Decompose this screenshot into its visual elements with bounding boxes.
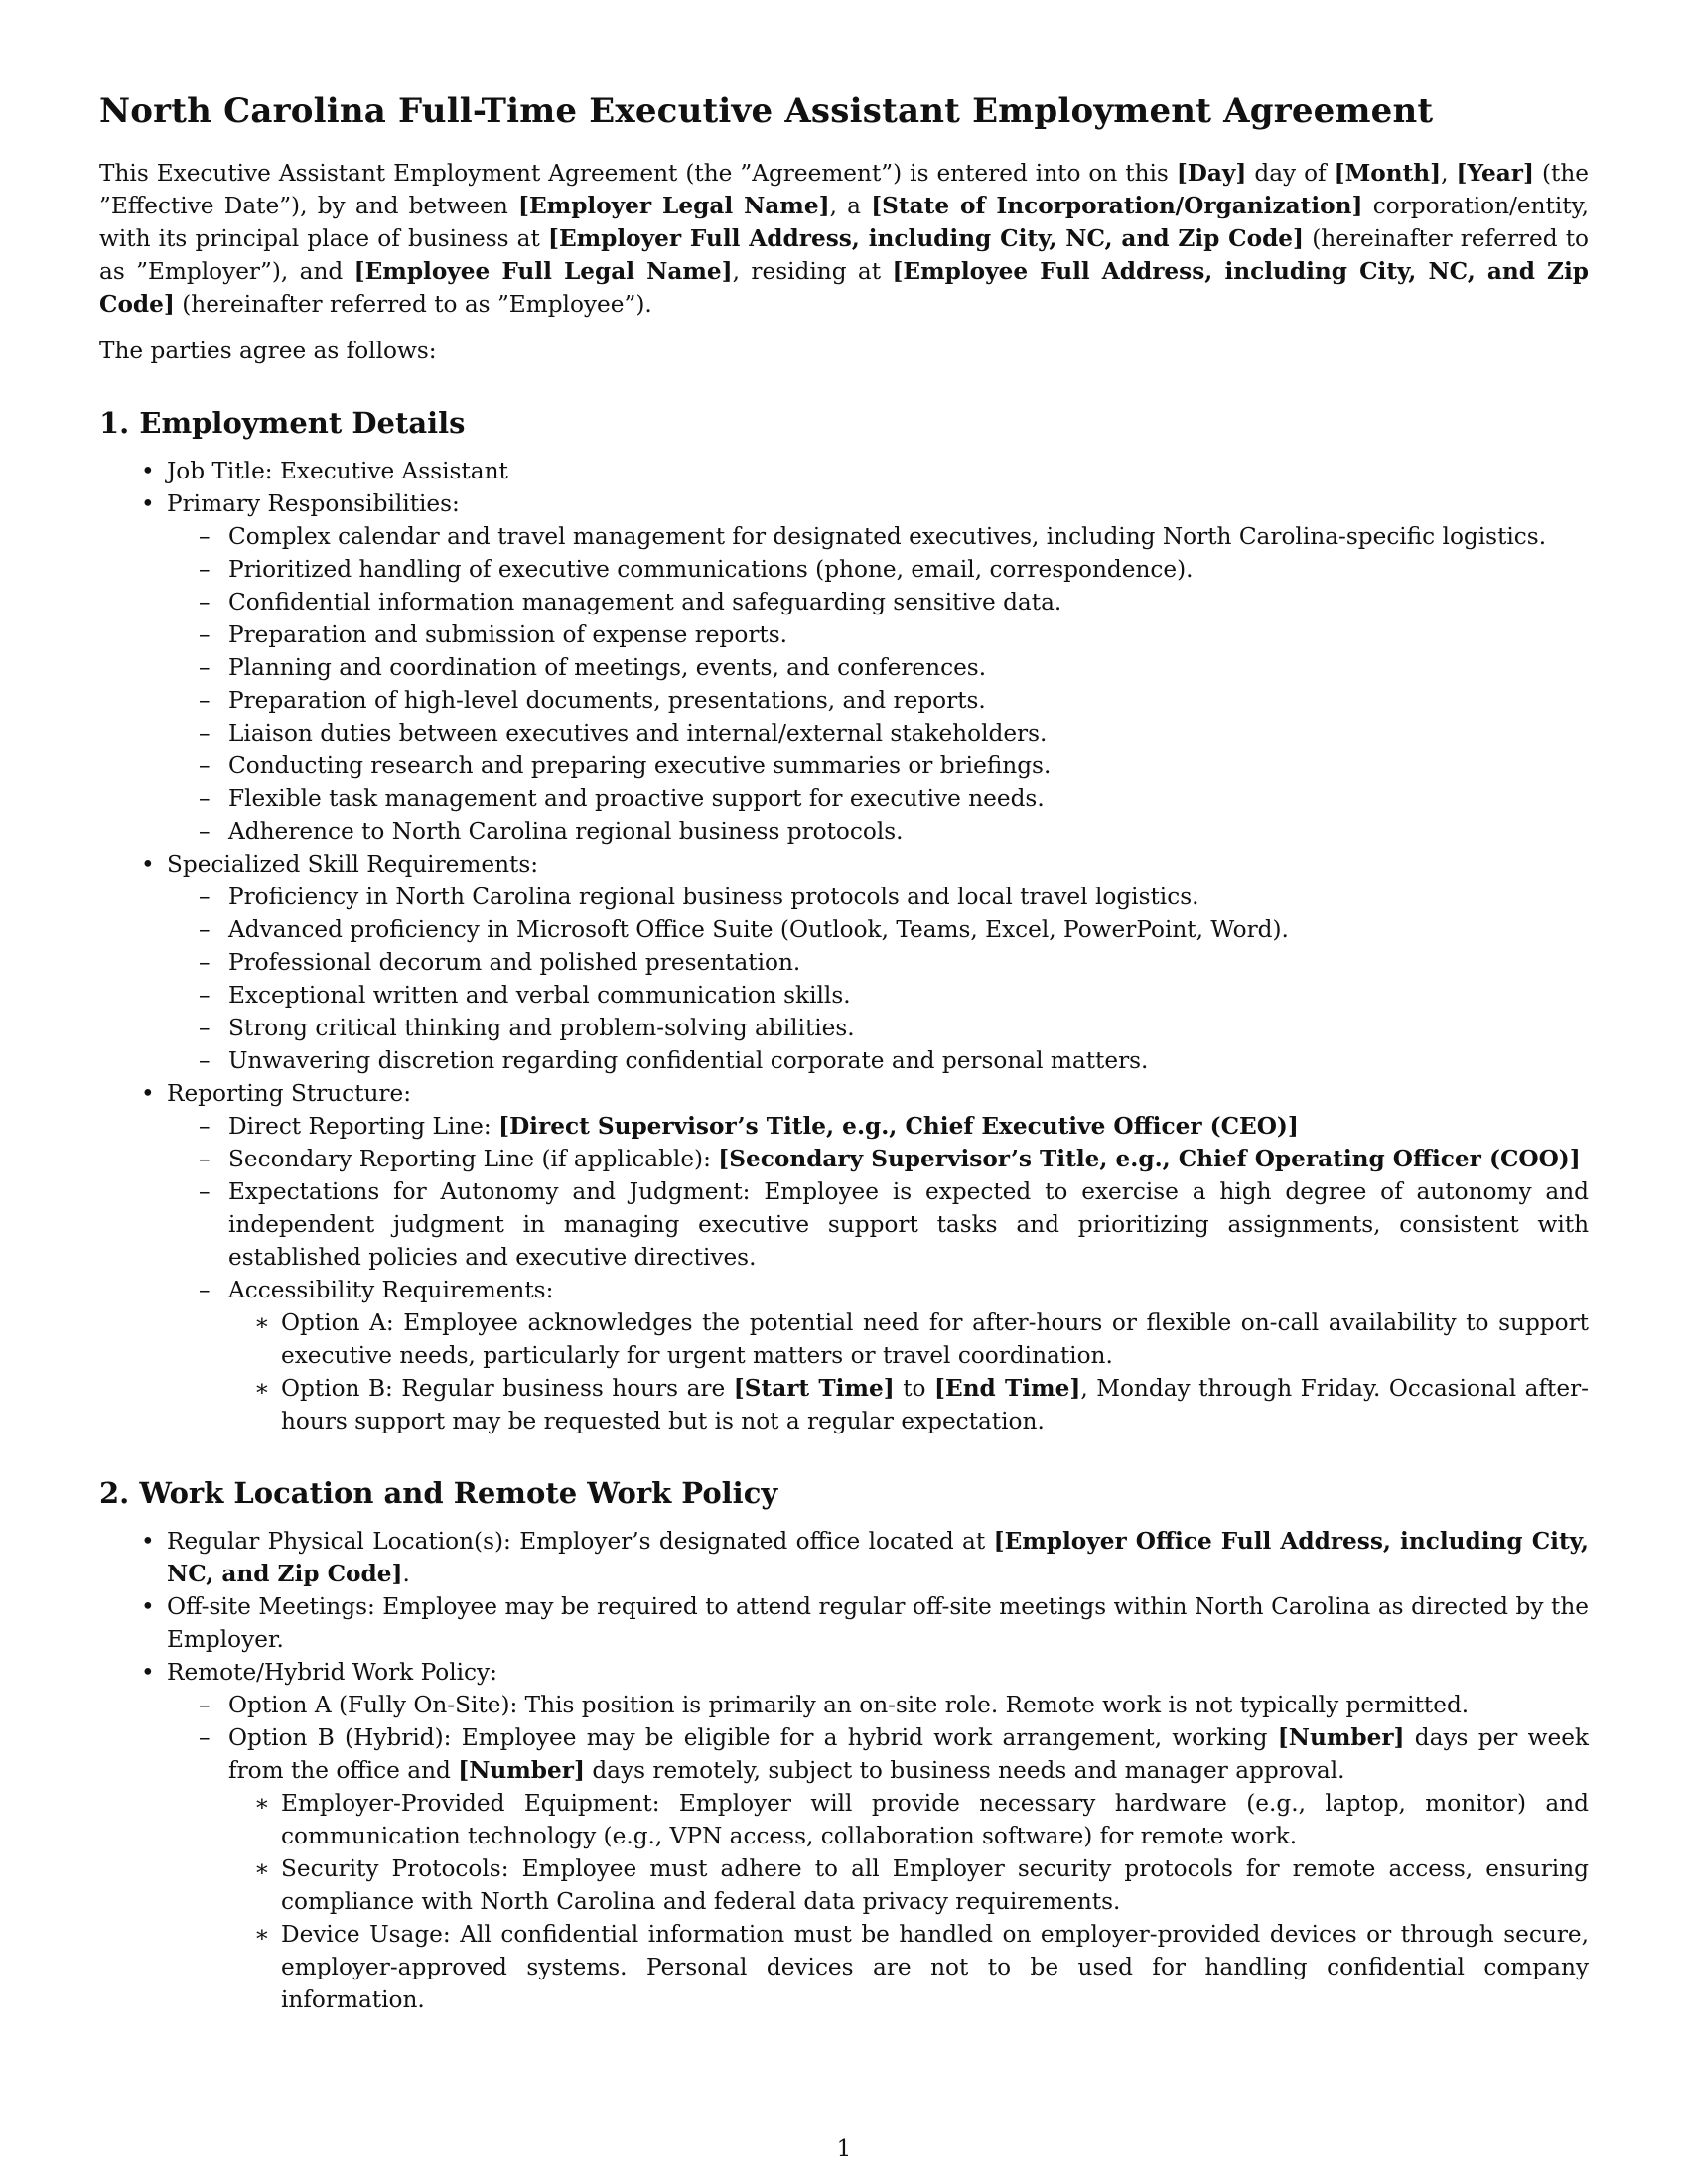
option-b-item: ∗ Option B: Regular business hours are [Start Time] to [End Time], Monday through Friday. Occasional after-hours support may be requested but is not a regular expectation.: [228, 1372, 1589, 1437]
accessibility-options-list: [228, 1306, 1589, 1437]
list-item: – Flexible task management and proactive support for executive needs.: [167, 782, 1589, 815]
section-1-heading: 1. Employment Details: [99, 406, 466, 440]
intro-text: ,: [1441, 160, 1457, 187]
remote-policy-list: [167, 1689, 1589, 2016]
state-placeholder: [State of Incorporation/Organization]: [871, 193, 1363, 219]
direct-supervisor-placeholder: [Direct Supervisor’s Title, e.g., Chief Executive Officer (CEO)]: [498, 1113, 1299, 1140]
onsite-option-item: – Option A (Fully On-Site): This position is primarily an on-site role. Remote work is not typically permitted.: [167, 1689, 1589, 1721]
list-item: – Planning and coordination of meetings, events, and conferences.: [167, 651, 1589, 684]
employee-address-placeholder: [Employee Full Address, including City, NC, and Zip Code]: [99, 258, 1589, 318]
accessibility-label: Accessibility Requirements:: [228, 1277, 554, 1303]
autonomy-item: – Expectations for Autonomy and Judgment: Employee is expected to exercise a high degree of autonomy and independent judgment in managing executive support tasks and prioritizing assignments, consistent with established policies and executive directives.: [167, 1175, 1589, 1274]
physical-location-item: • Regular Physical Location(s): Employer’s designated office located at [Employer Office Full Address, including City, NC, and Zip Code].: [99, 1525, 1589, 1590]
intro-text: , a: [829, 193, 872, 219]
list-item: – Preparation and submission of expense reports.: [167, 618, 1589, 651]
primary-responsibilities-list: [167, 520, 1589, 848]
intro-text: corporation/entity, with its principal place of business at: [99, 193, 1589, 252]
security-item: ∗ Security Protocols: Employee must adhere to all Employer security protocols for remote access, ensuring compliance with North Carolina and federal data privacy requirements.: [228, 1852, 1589, 1918]
list-item: – Complex calendar and travel management for designated executives, including North Carolina-specific logistics.: [167, 520, 1589, 553]
employer-name-placeholder: [Employer Legal Name]: [518, 193, 830, 219]
remote-policy-label: Remote/Hybrid Work Policy:: [167, 1659, 497, 1686]
intro-text: (hereinafter referred to as ”Employer”), and: [99, 225, 1590, 285]
list-item: – Strong critical thinking and problem-solving abilities.: [167, 1012, 1589, 1044]
intro-text: This Executive Assistant Employment Agreement (the ”Agreement”) is entered into on this: [99, 160, 1177, 187]
day-placeholder: [Day]: [1176, 160, 1247, 187]
list-item: – Professional decorum and polished presentation.: [167, 946, 1589, 979]
accessibility-item: [167, 1274, 1589, 1437]
equipment-item: ∗ Employer-Provided Equipment: Employer will provide necessary hardware (e.g., laptop, monitor) and communication technology (e.g., VPN access, collaboration software) for remote work.: [228, 1787, 1589, 1852]
office-days-placeholder: [Number]: [1277, 1724, 1405, 1751]
reporting-structure-label: Reporting Structure:: [167, 1080, 412, 1107]
skills-label: Specialized Skill Requirements:: [167, 851, 539, 878]
list-item: – Conducting research and preparing executive summaries or briefings.: [167, 750, 1589, 782]
list-item: – Confidential information management and safeguarding sensitive data.: [167, 586, 1589, 618]
work-location-list: [99, 1525, 1589, 2016]
list-item: – Unwavering discretion regarding confidential corporate and personal matters.: [167, 1044, 1589, 1077]
office-address-placeholder: [Employer Office Full Address, including City, NC, and Zip Code]: [167, 1528, 1589, 1587]
hybrid-details-list: [228, 1787, 1589, 2016]
remote-days-placeholder: [Number]: [458, 1757, 585, 1784]
employer-address-placeholder: [Employer Full Address, including City, NC, and Zip Code]: [547, 225, 1305, 252]
skills-list: [167, 881, 1589, 1077]
hybrid-option-item: – Option B (Hybrid): Employee may be eligible for a hybrid work arrangement, working [Number] days per week from the office and [Number] days remotely, subject to business needs and manager approval. ∗ Employer-Provided Equipment: Employer will provide necessary hardware (e.g., laptop, monitor) and communication technology (e.g., VPN access, collaboration software) for remote work. ∗ Security Protocols: Employee must adhere to all Employer security protocols for remote access, ensuring compliance with North Carolina and federal data privacy requirements. ∗ Device Usage: All confidential information must be handled on employer-provided devices or through secure, employer-approved systems. Personal devices are not to be used for handling confidential company information.: [167, 1721, 1589, 2016]
secondary-reporting-item: – Secondary Reporting Line (if applicable): [Secondary Supervisor’s Title, e.g., Chief Operating Officer (COO)]: [167, 1143, 1589, 1175]
option-a-item: ∗ Option A: Employee acknowledges the potential need for after-hours or flexible on-call availability to support executive needs, particularly for urgent matters or travel coordination.: [228, 1306, 1589, 1372]
page-number: 1: [836, 2136, 852, 2162]
list-item: – Exceptional written and verbal communication skills.: [167, 979, 1589, 1012]
direct-reporting-item: – Direct Reporting Line: [Direct Supervisor’s Title, e.g., Chief Executive Officer (CEO)]: [167, 1110, 1589, 1143]
document-title: North Carolina Full-Time Executive Assistant Employment Agreement: [99, 91, 1434, 131]
document-page: [99, 87, 1589, 2016]
list-item: – Advanced proficiency in Microsoft Office Suite (Outlook, Teams, Excel, PowerPoint, Word).: [167, 913, 1589, 946]
primary-responsibilities-item: [99, 487, 1589, 848]
reporting-structure-item: [99, 1077, 1589, 1437]
intro-text: (the ”Effective Date”), by and between: [99, 160, 1589, 219]
intro-text: , residing at: [732, 258, 893, 285]
list-item: – Preparation of high-level documents, presentations, and reports.: [167, 684, 1589, 717]
month-placeholder: [Month]: [1334, 160, 1442, 187]
year-placeholder: [Year]: [1456, 160, 1534, 187]
offsite-meetings-item: • Off-site Meetings: Employee may be required to attend regular off-site meetings within North Carolina as directed by the Employer.: [99, 1590, 1589, 1656]
skills-item: [99, 848, 1589, 1077]
primary-responsibilities-label: Primary Responsibilities:: [167, 490, 460, 517]
intro-text: (hereinafter referred to as ”Employee”).: [174, 291, 652, 318]
remote-policy-item: [99, 1656, 1589, 2016]
intro-paragraph: [99, 157, 1589, 321]
list-item: – Adherence to North Carolina regional business protocols.: [167, 815, 1589, 848]
employee-name-placeholder: [Employee Full Legal Name]: [353, 258, 733, 285]
list-item: – Prioritized handling of executive communications (phone, email, correspondence).: [167, 553, 1589, 586]
secondary-supervisor-placeholder: [Secondary Supervisor’s Title, e.g., Chief Operating Officer (COO)]: [718, 1146, 1581, 1172]
intro-text: day of: [1246, 160, 1335, 187]
device-usage-item: ∗ Device Usage: All confidential information must be handled on employer-provided devices or through secure, employer-approved systems. Personal devices are not to be used for handling confidential company information.: [228, 1918, 1589, 2016]
agreement-statement: The parties agree as follows:: [99, 338, 437, 364]
section-2-heading: 2. Work Location and Remote Work Policy: [99, 1476, 778, 1510]
reporting-structure-list: [167, 1110, 1589, 1437]
job-title-item: • Job Title: Executive Assistant: [99, 455, 1589, 487]
employment-details-list: [99, 455, 1589, 1437]
start-time-placeholder: [Start Time]: [733, 1375, 895, 1402]
end-time-placeholder: [End Time]: [934, 1375, 1081, 1402]
list-item: – Liaison duties between executives and internal/external stakeholders.: [167, 717, 1589, 750]
list-item: – Proficiency in North Carolina regional business protocols and local travel logistics.: [167, 881, 1589, 913]
